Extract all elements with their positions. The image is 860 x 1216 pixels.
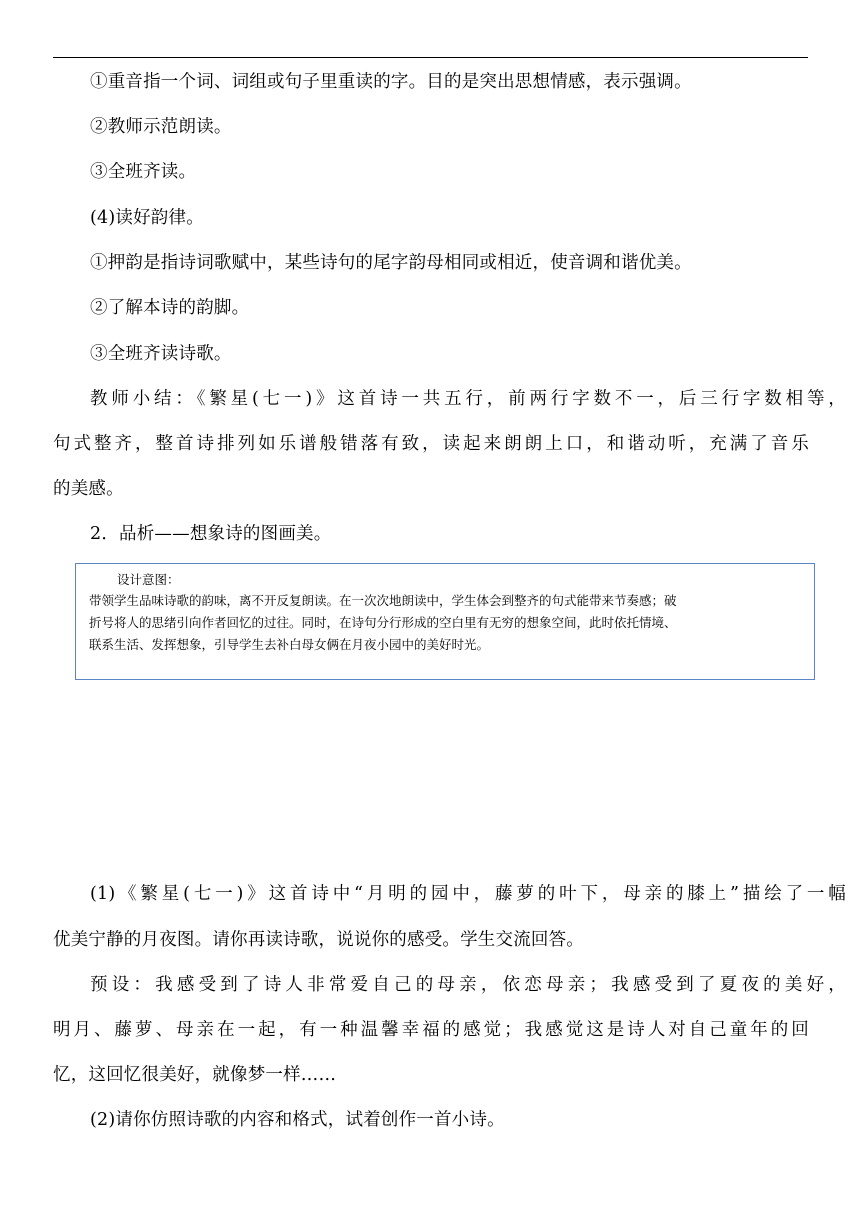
question-1-line-2: 优美宁静的月夜图。请你再读诗歌，说说你的感受。学生交流回答。 (53, 930, 584, 950)
paragraph-class-poem-reading: ③全班齐读诗歌。 (90, 344, 232, 364)
summary-line-1: 教师小结：《繁星(七一)》这首诗一共五行，前两行字数不一，后三行字数相等， (90, 389, 846, 409)
design-intent-box (75, 563, 815, 680)
paragraph-rhythm-heading: (4)读好韵律。 (90, 208, 204, 228)
question-2: (2)请你仿照诗歌的内容和格式，试着创作一首小诗。 (90, 1110, 505, 1130)
section-heading: 2．品析——想象诗的图画美。 (90, 524, 332, 544)
design-intent-line-2: 折号将人的思绪引向作者回忆的过往。同时，在诗句分行形成的空白里有无穷的想象空间，此时依托情境、 (89, 615, 677, 630)
preset-answer-line-1: 预设：我感受到了诗人非常爱自己的母亲，依恋母亲；我感受到了夏夜的美好， (90, 975, 846, 995)
header-rule (53, 57, 808, 58)
preset-answer-line-2: 明月、藤萝、母亲在一起，有一种温馨幸福的感觉；我感觉这是诗人对自己童年的回 (53, 1020, 809, 1040)
preset-answer-line-3: 忆，这回忆很美好，就像梦一样…… (53, 1065, 337, 1085)
summary-line-3: 的美感。 (53, 479, 124, 499)
question-1-line-1: (1)《繁星(七一)》这首诗中“月明的园中，藤萝的叶下，母亲的膝上”描绘了一幅 (90, 884, 846, 904)
design-intent-title: 设计意图： (117, 572, 180, 587)
paragraph-stress-definition: ①重音指一个词、词组或句子里重读的字。目的是突出思想情感，表示强调。 (90, 72, 692, 92)
paragraph-teacher-demo: ②教师示范朗读。 (90, 117, 232, 137)
paragraph-rhyme-definition: ①押韵是指诗词歌赋中，某些诗句的尾字韵母相同或相近，使音调和谐优美。 (90, 253, 692, 273)
paragraph-class-reading: ③全班齐读。 (90, 162, 197, 182)
design-intent-line-3: 联系生活、发挥想象，引导学生去补白母女俩在月夜小园中的美好时光。 (89, 637, 490, 652)
paragraph-rhyme-feet: ②了解本诗的韵脚。 (90, 298, 250, 318)
design-intent-line-1: 带领学生品味诗歌的韵味，离不开反复朗读。在一次次地朗读中，学生体会到整齐的句式能带来节奏感；破 (89, 593, 677, 608)
summary-line-2: 句式整齐，整首诗排列如乐谱般错落有致，读起来朗朗上口，和谐动听，充满了音乐 (53, 434, 809, 454)
